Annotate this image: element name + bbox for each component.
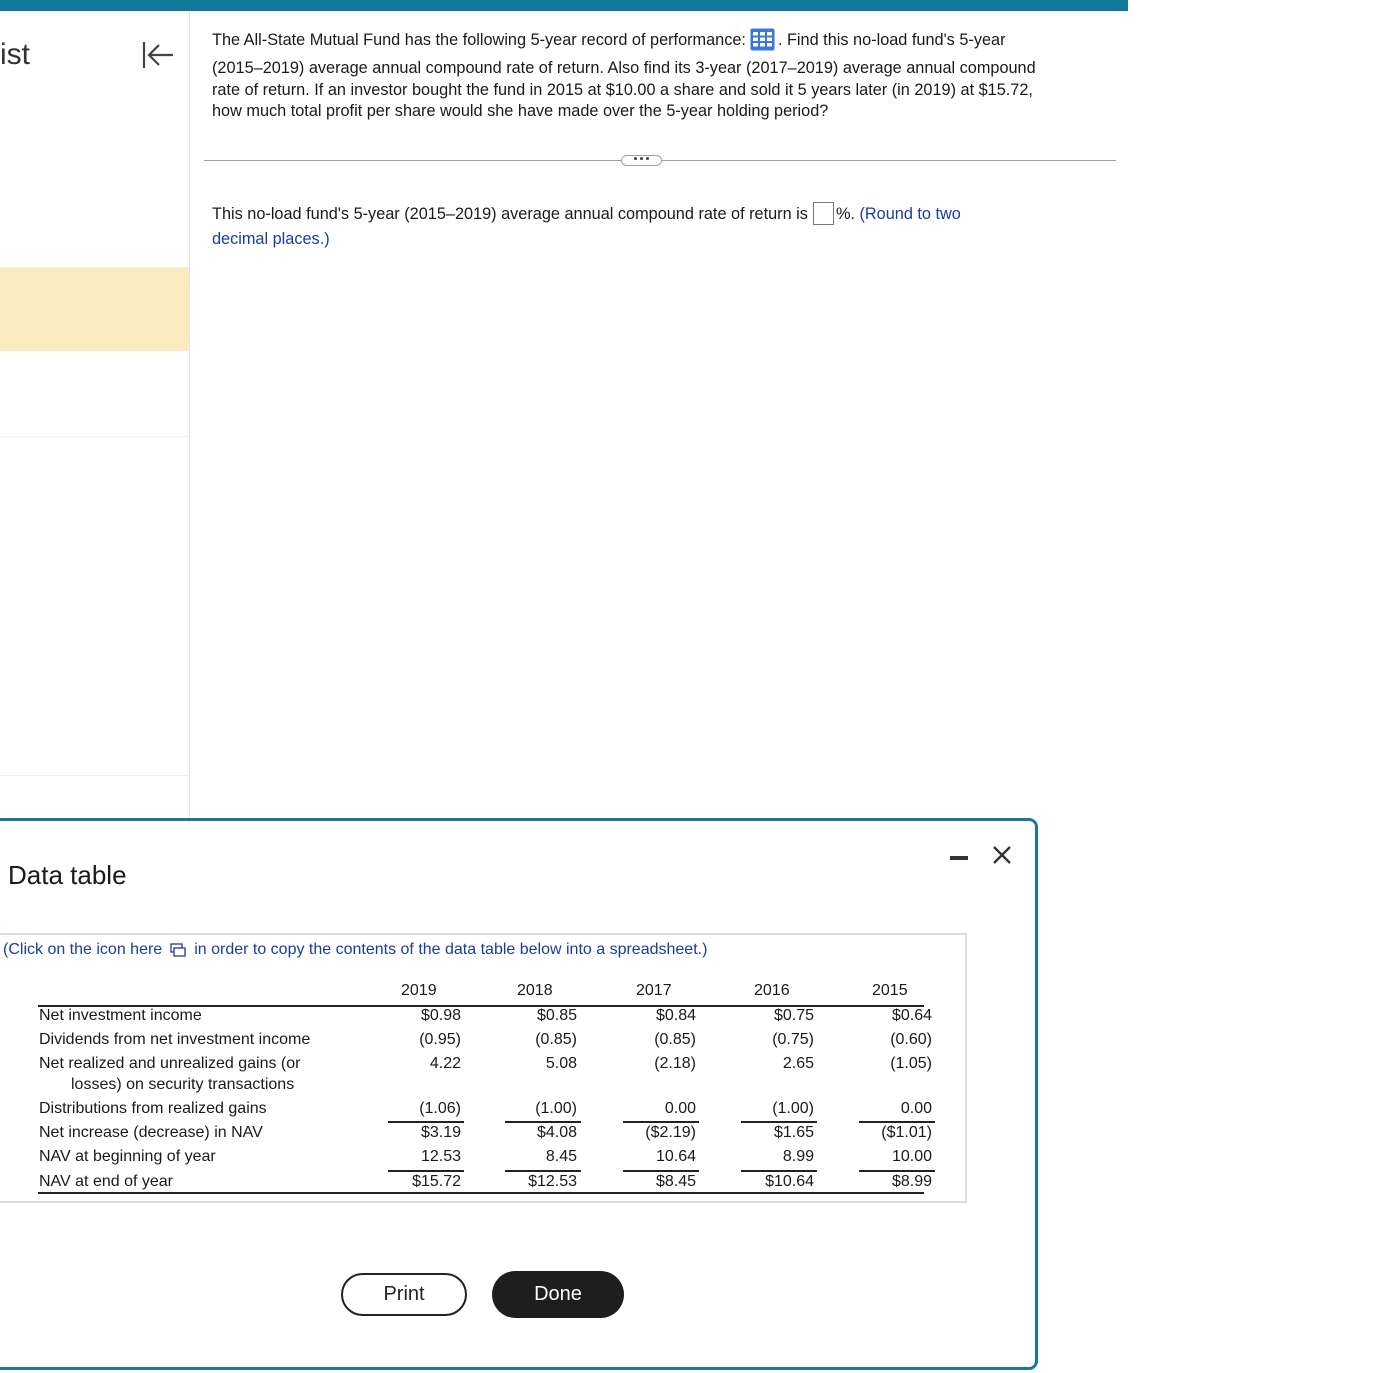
table-cell-net-investment-income-2016: $0.75 [773,1007,814,1024]
question-text [212,30,1102,122]
table-cell-nav-begin-2019: 12.53 [420,1148,461,1165]
table-cell-nav-end-2015: $8.99 [891,1173,932,1190]
column-header-2019: 2019 [401,982,437,999]
row-label-net-investment-income: Net investment income [39,1007,202,1024]
table-cell-gains-2015: (1.05) [890,1055,932,1072]
table-cell-nav-begin-2018: 8.45 [545,1148,577,1165]
table-cell-net-increase-2017: ($2.19) [645,1124,696,1141]
table-cell-gains-2017: (2.18) [654,1055,696,1072]
round-hint-2: decimal places.) [212,230,330,248]
minimize-icon[interactable] [950,850,970,866]
table-cell-distributions-2018: (1.00) [535,1100,577,1117]
table-cell-nav-end-2016: $10.64 [765,1173,814,1190]
row-label-gains-cont: losses) on security transactions [71,1076,295,1093]
table-cell-net-investment-income-2018: $0.85 [536,1007,577,1024]
table-cell-nav-end-2019: $15.72 [412,1173,461,1190]
sidebar-title: ist [0,38,30,71]
table-cell-nav-begin-2016: 8.99 [782,1148,814,1165]
round-hint-1: (Round to two [859,205,961,223]
table-cell-distributions-2019: (1.06) [419,1100,461,1117]
top-accent-bar [0,0,1128,11]
row-label-dividends: Dividends from net investment income [39,1031,311,1048]
sum-rule [859,1121,935,1123]
question-line2: (2015–2019) average annual compound rate of return. Also find its 3-year (2017–2019) average annual compound [212,59,1036,78]
table-cell-gains-2016: 2.65 [782,1055,814,1072]
answer-input[interactable] [813,202,834,225]
table-cell-net-increase-2018: $4.08 [536,1124,577,1141]
table-cell-distributions-2016: (1.00) [772,1100,814,1117]
copy-text-before: (Click on the icon here [3,941,163,958]
table-cell-dividends-2018: (0.85) [535,1031,577,1048]
sum-rule [388,1170,464,1172]
done-button[interactable]: Done [492,1271,624,1318]
row-label-gains: Net realized and unrealized gains (or [39,1055,301,1072]
table-cell-nav-end-2017: $8.45 [655,1173,696,1190]
table-cell-net-investment-income-2019: $0.98 [420,1007,461,1024]
table-cell-dividends-2015: (0.60) [890,1031,932,1048]
question-line1-b: . Find this no-load fund's 5-year [777,31,1006,49]
table-icon[interactable] [750,28,775,51]
sum-rule [505,1170,581,1172]
question-line3: rate of return. If an investor bought the fund in 2015 at $10.00 a share and sold it 5 years later (in 2019) at $15.72, [212,80,1033,99]
sum-rule [623,1170,699,1172]
answer-prompt [212,202,1112,252]
table-cell-distributions-2015: 0.00 [900,1100,932,1117]
sum-rule [623,1121,699,1123]
copy-icon[interactable] [170,943,186,957]
table-cell-dividends-2016: (0.75) [772,1031,814,1048]
row-label-nav-begin: NAV at beginning of year [39,1148,216,1165]
table-cell-dividends-2017: (0.85) [654,1031,696,1048]
table-cell-nav-begin-2015: 10.00 [891,1148,932,1165]
sum-rule [741,1170,817,1172]
table-cell-distributions-2017: 0.00 [664,1100,696,1117]
row-label-nav-end: NAV at end of year [39,1173,173,1190]
close-icon[interactable] [990,843,1014,867]
table-cell-net-investment-income-2015: $0.64 [891,1007,932,1024]
sum-rule [741,1121,817,1123]
table-cell-net-investment-income-2017: $0.84 [655,1007,696,1024]
table-cell-gains-2018: 5.08 [545,1055,577,1072]
answer-prefix: This no-load fund's 5-year (2015–2019) average annual compound rate of return is [212,205,808,223]
collapse-left-icon[interactable] [141,39,175,71]
sum-rule [388,1121,464,1123]
question-line4: how much total profit per share would she have made over the 5-year holding period? [212,101,829,120]
column-header-2016: 2016 [754,982,790,999]
table-cell-net-increase-2019: $3.19 [420,1124,461,1141]
table-cell-dividends-2019: (0.95) [419,1031,461,1048]
sidebar-divider [0,436,189,437]
sidebar-border [189,11,190,821]
print-button[interactable]: Print [341,1273,467,1316]
row-label-net-increase: Net increase (decrease) in NAV [39,1124,263,1141]
sum-rule [505,1121,581,1123]
column-header-2015: 2015 [872,982,908,999]
table-bottom-rule [38,1192,924,1194]
sidebar-item-highlighted[interactable] [0,267,189,351]
copy-instructions [3,941,707,959]
table-cell-nav-end-2018: $12.53 [528,1173,577,1190]
table-cell-nav-begin-2017: 10.64 [655,1148,696,1165]
sidebar-divider [0,775,189,776]
copy-text-after: in order to copy the contents of the data table below into a spreadsheet.) [194,941,708,958]
column-header-2018: 2018 [517,982,553,999]
question-line1-a: The All-State Mutual Fund has the following 5-year record of performance: [212,31,746,49]
table-cell-net-increase-2015: ($1.01) [881,1124,932,1141]
table-cell-gains-2019: 4.22 [429,1055,461,1072]
modal-title: Data table [8,860,127,890]
row-label-distributions: Distributions from realized gains [39,1100,267,1117]
sum-rule [859,1170,935,1172]
expand-more-button[interactable] [621,155,662,166]
table-cell-net-increase-2016: $1.65 [773,1124,814,1141]
column-header-2017: 2017 [636,982,672,999]
answer-suffix: %. [835,205,855,223]
